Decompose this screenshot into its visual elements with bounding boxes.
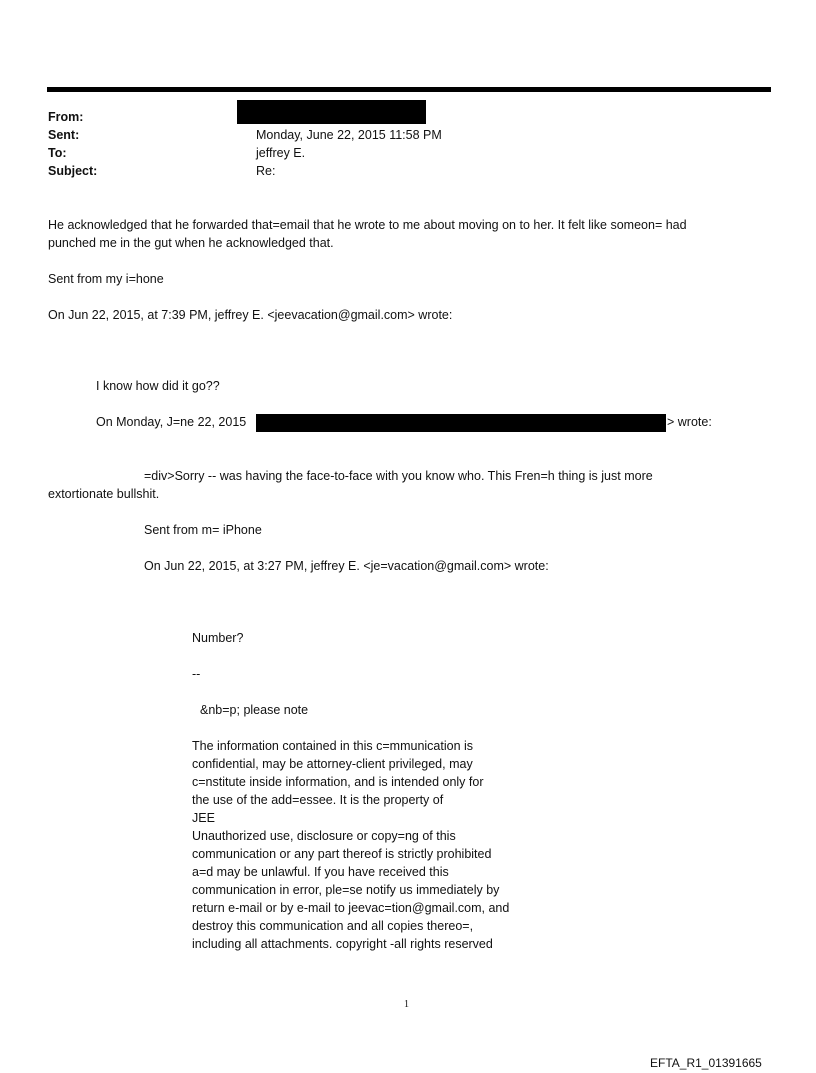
disclaimer-line: JEE bbox=[192, 811, 215, 825]
body-para-line-1: He acknowledged that he forwarded that=email that he wrote to me about moving on to her. It felt like someon= had bbox=[48, 218, 687, 232]
subject-value: Re: bbox=[256, 164, 276, 178]
sent-value: Monday, June 22, 2015 11:58 PM bbox=[256, 128, 442, 142]
body-para-line-2: punched me in the gut when he acknowledged that. bbox=[48, 236, 334, 250]
disclaimer bbox=[192, 737, 509, 953]
subject-label: Subject: bbox=[48, 164, 98, 178]
sent-from-2: Sent from m= iPhone bbox=[144, 523, 262, 537]
redaction-from bbox=[237, 100, 426, 124]
from-label: From: bbox=[48, 110, 84, 124]
please-note: &nb=p; please note bbox=[200, 703, 309, 717]
quote-intro-2-suffix: > wrote: bbox=[667, 415, 712, 429]
disclaimer-line: communication or any part thereof is strictly prohibited bbox=[192, 847, 492, 861]
signature-dash: -- bbox=[192, 667, 201, 681]
disclaimer-line: return e-mail or by e-mail to jeevac=tion@gmail.com, and bbox=[192, 901, 510, 915]
document-id: EFTA_R1_01391665 bbox=[650, 1056, 762, 1070]
to-value: jeffrey E. bbox=[256, 146, 306, 160]
disclaimer-line: the use of the add=essee. It is the property of bbox=[192, 793, 444, 807]
sent-from-1: Sent from my i=hone bbox=[48, 272, 164, 286]
sent-label: Sent: bbox=[48, 128, 80, 142]
disclaimer-line: destroy this communication and all copies thereo=, bbox=[192, 919, 474, 933]
reply-3: Number? bbox=[192, 631, 244, 645]
reply-2-line-2: extortionate bullshit. bbox=[48, 487, 160, 501]
disclaimer-line: including all attachments. copyright -all rights reserved bbox=[192, 937, 493, 951]
disclaimer-line: communication in error, ple=se notify us immediately by bbox=[192, 883, 500, 897]
header-rule bbox=[47, 87, 771, 92]
quote-intro-3: On Jun 22, 2015, at 3:27 PM, jeffrey E. <je=vacation@gmail.com> wrote: bbox=[144, 559, 549, 573]
disclaimer-line: confidential, may be attorney-client privileged, may bbox=[192, 757, 473, 771]
page-number: 1 bbox=[404, 999, 409, 1010]
disclaimer-line: Unauthorized use, disclosure or copy=ng of this bbox=[192, 829, 456, 843]
disclaimer-line: a=d may be unlawful. If you have received this bbox=[192, 865, 449, 879]
to-label: To: bbox=[48, 146, 67, 160]
redaction-sender bbox=[256, 414, 666, 432]
reply-2-line-1: =div>Sorry -- was having the face-to-face with you know who. This Fren=h thing is just more bbox=[144, 469, 653, 483]
reply-1: I know how did it go?? bbox=[96, 379, 220, 393]
quote-intro-1: On Jun 22, 2015, at 7:39 PM, jeffrey E. <jeevacation@gmail.com> wrote: bbox=[48, 308, 453, 322]
disclaimer-line: c=nstitute inside information, and is intended only for bbox=[192, 775, 484, 789]
quote-intro-2-prefix: On Monday, J=ne 22, 2015 bbox=[96, 415, 247, 429]
disclaimer-line: The information contained in this c=mmunication is bbox=[192, 739, 474, 753]
